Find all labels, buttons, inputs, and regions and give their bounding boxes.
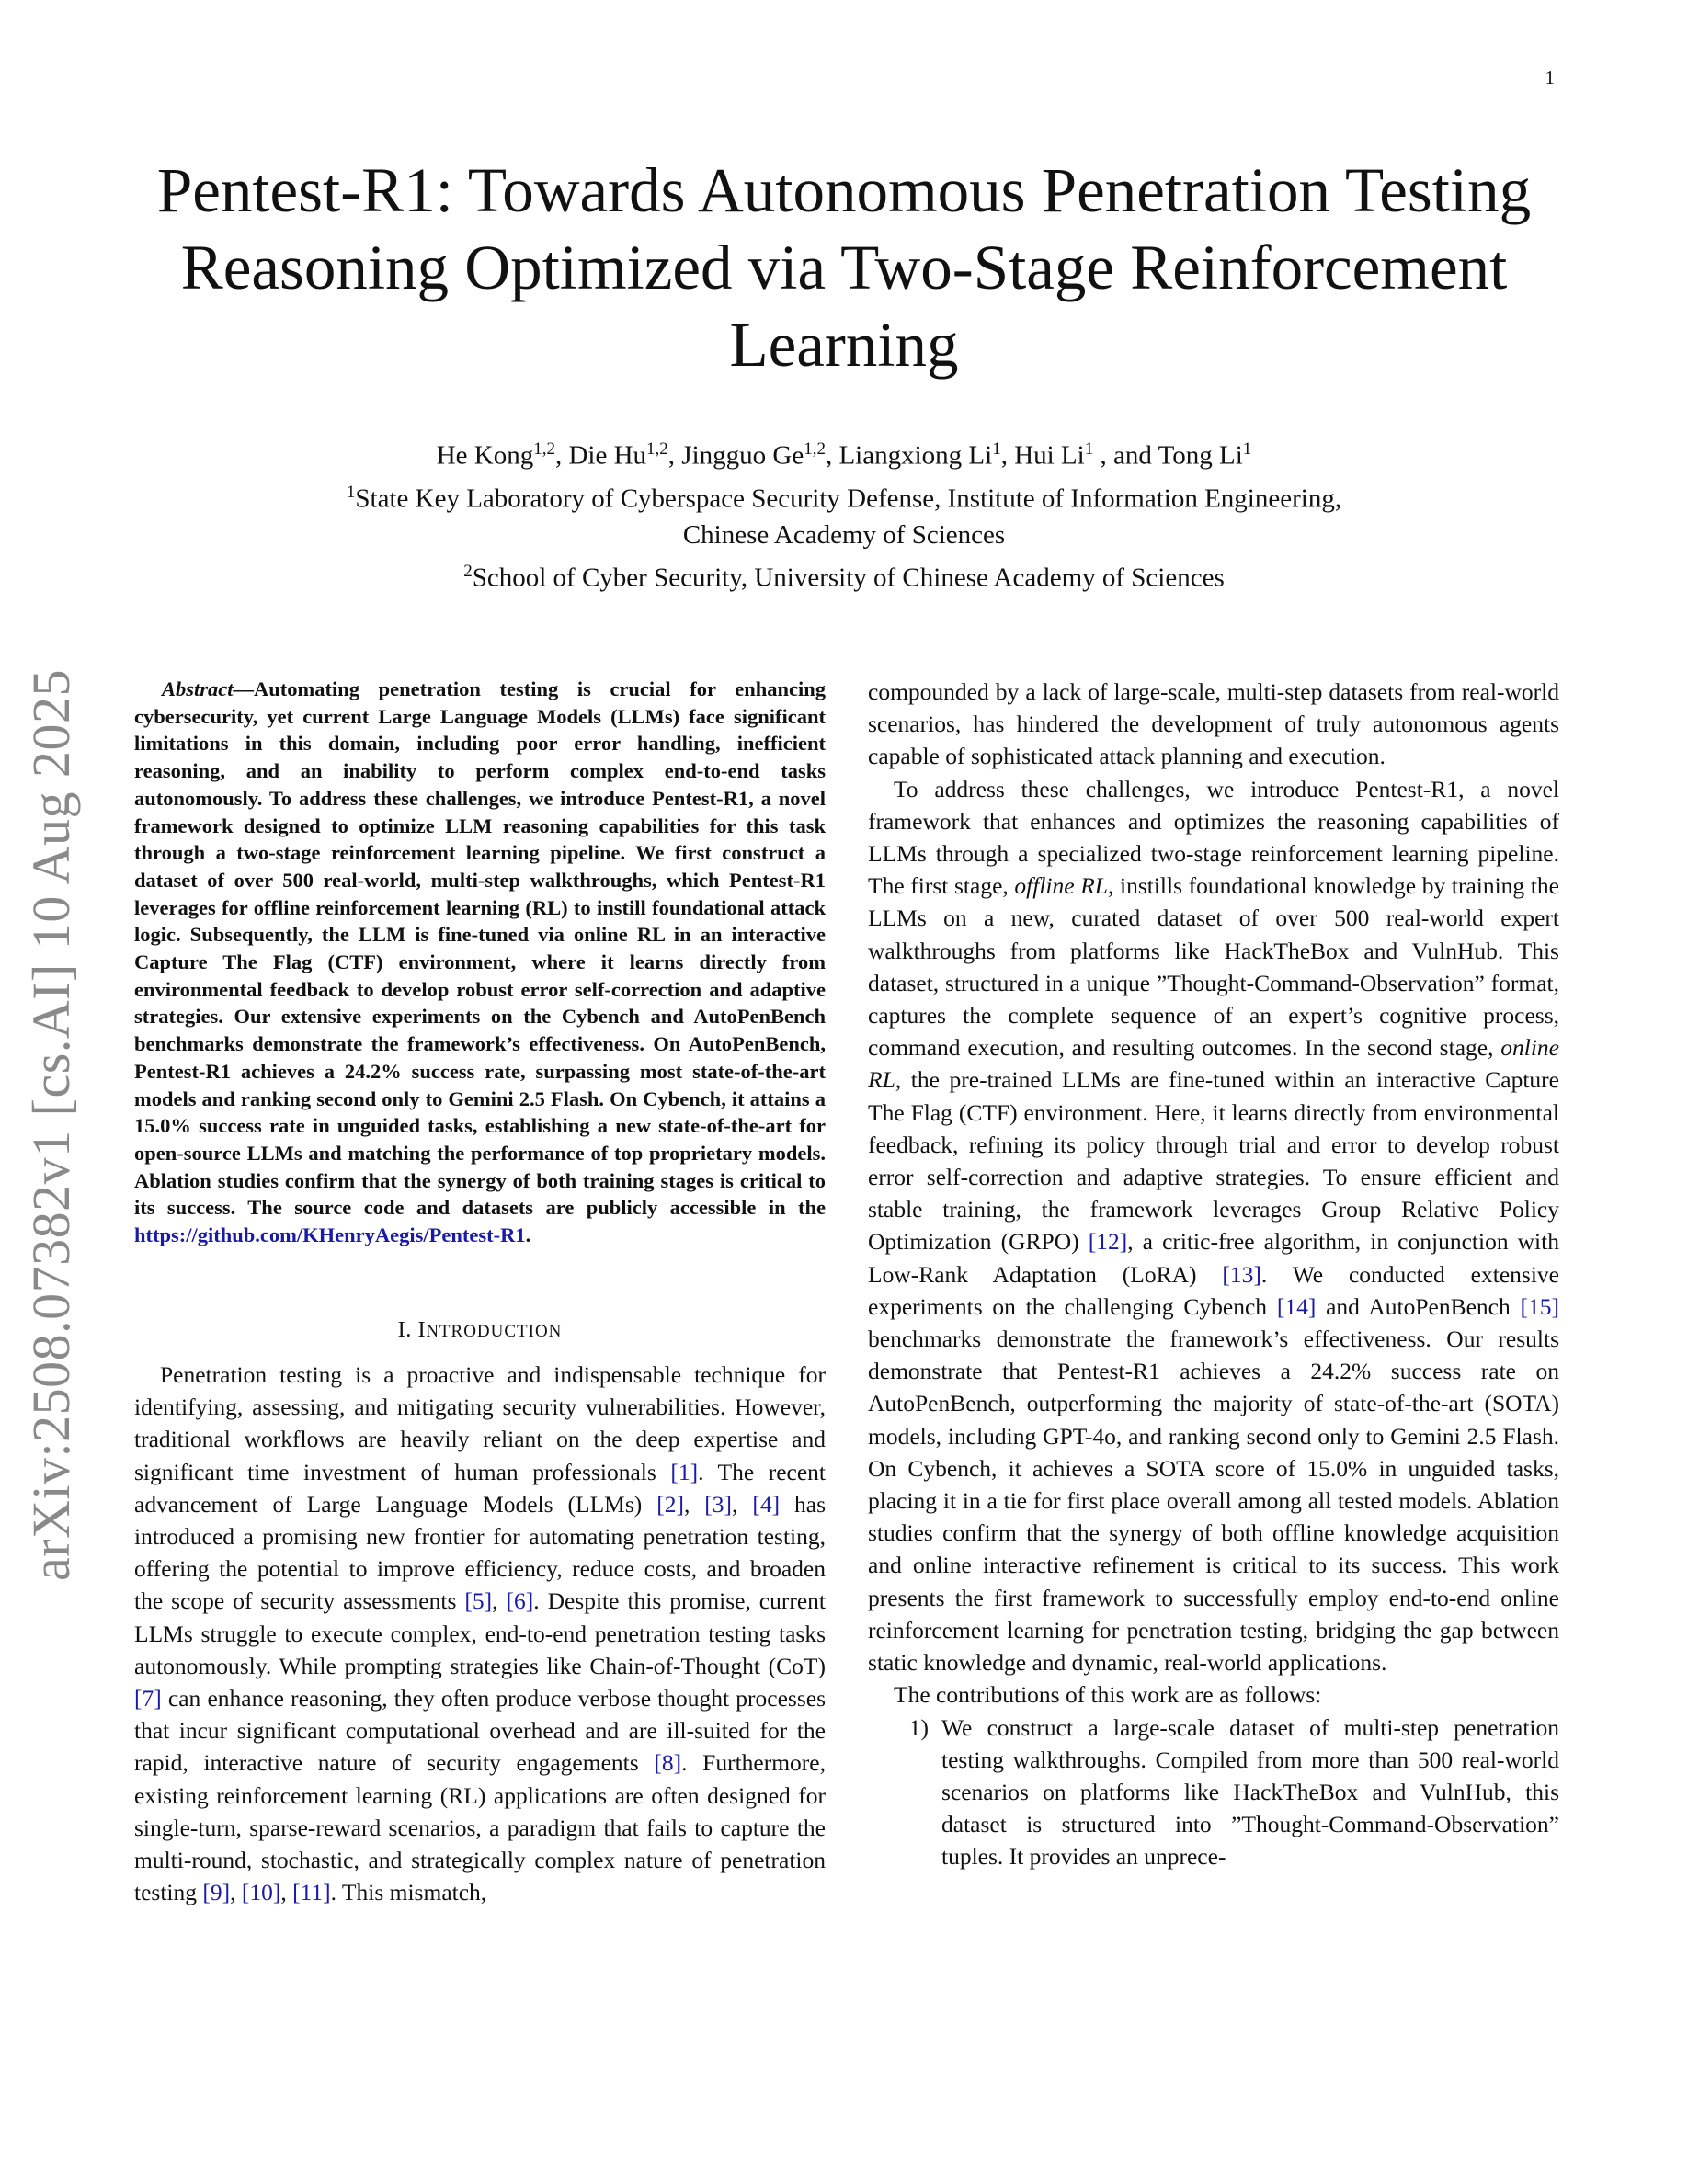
- separator: , and: [1093, 440, 1158, 471]
- affiliation-text: School of Cyber Security, University of Chinese Academy of Sciences: [472, 563, 1225, 593]
- contribution-list: [868, 1712, 1559, 1873]
- intro-paragraph: [134, 1359, 826, 1908]
- list-text: We construct a large-scale dataset of multi-step penetration testing walkthroughs. Compiled from more than 500 real-world scenarios on platforms like HackTheBox and VulnHub, this dataset is structured into ”Thought-Command-Observation” tuples. It provides an unprece-: [941, 1713, 1559, 1871]
- citation-link[interactable]: [1]: [670, 1458, 699, 1485]
- citation-link[interactable]: [3]: [704, 1490, 732, 1518]
- text-run: ,: [492, 1587, 507, 1615]
- list-number: 1): [908, 1713, 929, 1741]
- citation-link[interactable]: [7]: [134, 1685, 162, 1712]
- author-name: Liangxiong Li: [838, 440, 993, 471]
- continued-paragraph: compounded by a lack of large-scale, multi-step datasets from real-world scenarios, has hindered the development of truly autonomous agents capable of sophisticated attack planning and execution.: [868, 678, 1559, 770]
- emphasis: online RL: [868, 1034, 1559, 1094]
- text-run: . This mismatch,: [330, 1879, 487, 1906]
- citation-link[interactable]: [10]: [241, 1879, 281, 1906]
- text-run: , a critic-free algorithm, in conjunction with Low-Rank Adaptation (LoRA): [868, 1228, 1559, 1288]
- section-heading-introduction: [134, 1314, 826, 1348]
- github-link[interactable]: https://github.com/KHenryAegis/Pentest-R1: [134, 1223, 526, 1247]
- separator: ,: [667, 440, 682, 471]
- paragraph-approach: [868, 773, 1559, 1679]
- author-name: Jingguo Ge: [681, 440, 804, 471]
- body-columns: [134, 676, 1559, 1908]
- text-run: . We conducted extensive experiments on the challenging Cybench: [868, 1260, 1559, 1320]
- affiliation-1-cont: Chinese Academy of Sciences: [682, 520, 1006, 551]
- affiliation-marker: 1,2: [804, 439, 826, 459]
- section-numeral: I.: [397, 1316, 418, 1342]
- abstract-end: .: [525, 1223, 531, 1247]
- affiliation-2: [138, 553, 1550, 597]
- affiliation-marker: 1,2: [533, 439, 555, 459]
- citation-link[interactable]: [15]: [1520, 1292, 1559, 1320]
- left-column: [134, 676, 826, 1908]
- section-initial: I: [417, 1316, 427, 1342]
- abstract-label: Abstract: [162, 677, 234, 700]
- abstract-dash: —: [233, 677, 255, 700]
- text-run: . Furthermore, existing reinforcement learning (RL) applications are often designed for single-turn, sparse-reward scenarios, a paradigm that fails to capture the multi-round, stochastic, and strategically complex nature of penetration testing: [134, 1749, 826, 1906]
- affiliation-marker: 2: [463, 562, 473, 582]
- text-run: has introduced a promising new frontier for automating penetration testing, offering the potential to improve efficiency, reduce costs, and broaden the scope of security assessments: [134, 1490, 827, 1615]
- section-title-smallcaps: NTRODUCTION: [426, 1321, 563, 1341]
- text-run: ,: [683, 1490, 705, 1518]
- affiliation-marker: 1: [346, 482, 356, 502]
- author-block: [138, 431, 1550, 597]
- citation-link[interactable]: [9]: [202, 1879, 231, 1906]
- text-run: ,: [280, 1879, 293, 1906]
- separator: ,: [825, 440, 839, 471]
- citation-link[interactable]: [4]: [752, 1490, 781, 1518]
- citation-link[interactable]: [5]: [464, 1587, 493, 1615]
- affiliation-marker: 1: [992, 439, 1001, 459]
- citation-link[interactable]: [12]: [1088, 1228, 1128, 1256]
- citation-link[interactable]: [13]: [1222, 1260, 1261, 1288]
- citation-link[interactable]: [11]: [292, 1879, 331, 1906]
- affiliation-marker: 1: [1242, 439, 1252, 459]
- citation-link[interactable]: [14]: [1276, 1292, 1317, 1320]
- right-column: [868, 676, 1559, 1908]
- author-name: He Kong: [436, 440, 534, 471]
- text-run: , the pre-trained LLMs are fine-tuned within an interactive Capture The Flag (CTF) environment. Here, it learns directly from environmental feedback, refining its policy through trial and error to develop robust error self-correction and adaptive strategies. To ensure efficient and stable training, the framework leverages Group Relative Policy Optimization (GRPO): [868, 1066, 1559, 1256]
- text-run: and AutoPenBench: [1316, 1292, 1521, 1320]
- separator: ,: [1000, 440, 1015, 471]
- title-block: [138, 152, 1550, 597]
- list-item: [868, 1712, 1559, 1873]
- text-run: Penetration testing is a proactive and indispensable technique for identifying, assessing, and mitigating security vulnerabilities. However, traditional workflows are heavily reliant on the deep expertise and significant time investment of human professionals: [134, 1360, 826, 1485]
- citation-link[interactable]: [6]: [506, 1587, 534, 1615]
- emphasis: offline RL: [1014, 872, 1108, 900]
- separator: ,: [554, 440, 569, 471]
- abstract: [134, 676, 826, 1249]
- text-run: To address these challenges, we introduce Pentest-R1, a novel framework that enhances and optimizes the reasoning capabilities of LLMs through a specialized two-stage reinforcement learning pipeline. The first stage,: [868, 775, 1559, 900]
- author-list: [138, 431, 1550, 474]
- text-run: ,: [230, 1879, 242, 1906]
- text-run: . The recent advancement of Large Language Models (LLMs): [134, 1458, 826, 1518]
- text-run: benchmarks demonstrate the framework’s effectiveness. Our results demonstrate that Pentest-R1 achieves a 24.2% success rate on AutoPenBench, outperforming the majority of state-of-the-art (SOTA) models, including GPT-4o, and ranking second only to Gemini 2.5 Flash. On Cybench, it achieves a SOTA score of 15.0% in unguided tasks, placing it in a tie for first place overall among all tested models. Ablation studies confirm that the synergy of both offline knowledge acquisition and online interactive refinement is critical to its success. This work presents the first framework to successfully employ end-to-end online reinforcement learning for penetration testing, bridging the gap between static knowledge and dynamic, real-world applications.: [868, 1325, 1559, 1677]
- text-run: can enhance reasoning, they often produce verbose thought processes that incur significant computational overhead and are ill-suited for the rapid, interactive nature of security engagements: [134, 1685, 826, 1777]
- citation-link[interactable]: [2]: [656, 1490, 684, 1518]
- paper-title: Pentest-R1: Towards Autonomous Penetration Testing Reasoning Optimized via Two-Stage Reinforcement Learning: [156, 155, 1532, 380]
- abstract-text: Automating penetration testing is crucial for enhancing cybersecurity, yet current Large Language Models (LLMs) face significant limitations in this domain, including poor error handling, inefficient reasoning, and an inability to perform complex end-to-end tasks autonomously. To address these challenges, we introduce Pentest-R1, a novel framework designed to optimize LLM reasoning capabilities for this task through a two-stage reinforcement learning pipeline. We first construct a dataset of over 500 real-world, multi-step walkthroughs, which Pentest-R1 leverages for offline reinforcement learning (RL) to instill foundational attack logic. Subsequently, the LLM is fine-tuned via online RL in an interactive Capture The Flag (CTF) environment, where it learns directly from environmental feedback to develop robust error self-correction and adaptive strategies. Our extensive experiments on the Cybench and AutoPenBench benchmarks demonstrate the framework’s effectiveness. On AutoPenBench, Pentest-R1 achieves a 24.2% success rate, surpassing most state-of-the-art models and ranking second only to Gemini 2.5 Flash. On Cybench, it attains a 15.0% success rate in unguided tasks, establishing a new state-of-the-art for open-source LLMs and matching the performance of top proprietary models. Ablation studies confirm that the synergy of both training stages is critical to its success. The source code and datasets are publicly accessible in the: [134, 677, 826, 1220]
- text-run: ,: [732, 1490, 753, 1518]
- paragraph-contributions-intro: The contributions of this work are as follows:: [894, 1681, 1322, 1709]
- text-run: . Despite this promise, current LLMs struggle to execute complex, end-to-end penetration testing tasks autonomously. While prompting strategies like Chain-of-Thought (CoT): [134, 1587, 826, 1679]
- affiliation-marker: 1,2: [646, 439, 668, 459]
- author-name: Hui Li: [1014, 440, 1085, 471]
- affiliation-marker: 1: [1084, 439, 1094, 459]
- author-name: Tong Li: [1158, 440, 1243, 471]
- affiliation-1: [138, 474, 1550, 518]
- affiliation-text: State Key Laboratory of Cyberspace Security Defense, Institute of Information Engineering,: [355, 483, 1342, 514]
- citation-link[interactable]: [8]: [654, 1749, 682, 1777]
- page-number: 1: [1545, 66, 1555, 88]
- text-run: , instills foundational knowledge by training the LLMs on a new, curated dataset of over 500 real-world expert walkthroughs from platforms like HackTheBox and VulnHub. This dataset, structured in a unique ”Thought-Command-Observation” format, captures the complete sequence of an expert’s cognitive process, command execution, and resulting outcomes. In the second stage,: [868, 872, 1559, 1062]
- arxiv-stamp: arXiv:2508.07382v1 [cs.AI] 10 Aug 2025: [21, 668, 81, 1581]
- author-name: Die Hu: [568, 440, 647, 471]
